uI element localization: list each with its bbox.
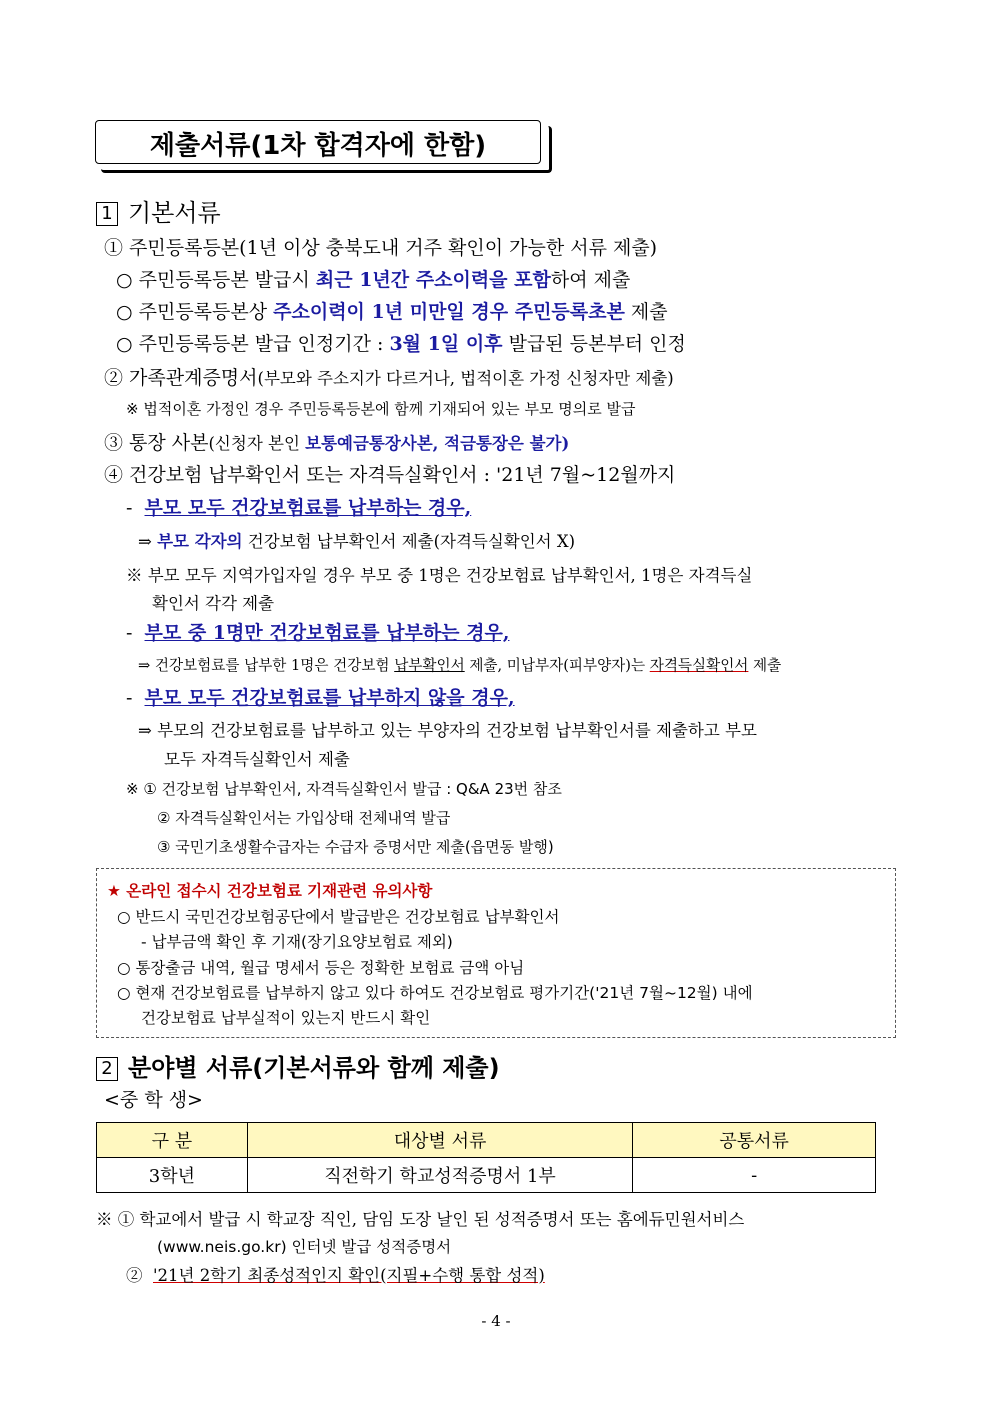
section-2-heading (96, 1048, 500, 1083)
case-1-detail: ⇒ 부모 각자의 건강보험 납부확인서 제출(자격득실확인서 X) (138, 532, 576, 551)
documents-table (96, 1122, 876, 1193)
item-1c-highlight: 3월 1일 이후 (389, 333, 503, 355)
section-1-heading (96, 193, 221, 228)
section-2-subheading: <중 학 생> (104, 1089, 203, 1111)
note-c: ③ 국민기초생활수급자는 수급자 증명서만 제출(읍면동 발행) (157, 838, 554, 856)
table-cell: 3학년 (97, 1158, 248, 1193)
section-2-number: 2 (96, 1057, 118, 1081)
case-2-detail: ⇒ 건강보험료를 납부한 1명은 건강보험 납부확인서 제출, 미납부자(피부양자)는 자격득실확인서 제출 (138, 657, 782, 674)
item-2: ② 가족관계증명서(부모와 주소지가 다르거나, 법적이혼 가정 신청자만 제출) (104, 367, 674, 389)
case-3-line-1: ⇒ 부모의 건강보험료를 납부하고 있는 부양자의 건강보험 납부확인서를 제출하고 부모 (138, 721, 757, 740)
section-2-note-1b: (www.neis.go.kr) 인터넷 발급 성적증명서 (157, 1238, 452, 1256)
item-4: ④ 건강보험 납부확인서 또는 자격득실확인서 : '21년 7월~12월까지 (104, 464, 676, 486)
section-2-note-1: ※ ① 학교에서 발급 시 학교장 직인, 담임 도장 날인 된 성적증명서 또는 홈에듀민원서비스 (96, 1210, 745, 1229)
item-1c: ○ 주민등록등본 발급 인정기간 : 3월 1일 이후 발급된 등본부터 인정 (116, 333, 686, 355)
case-1-note-line-2: 확인서 각각 제출 (152, 594, 275, 613)
table-row (97, 1158, 876, 1193)
table-header-cell: 대상별 서류 (247, 1123, 632, 1158)
table-cell: 직전학기 학교성적증명서 1부 (247, 1158, 632, 1193)
notice-line-5: 건강보험료 납부실적이 있는지 반드시 확인 (141, 1009, 431, 1027)
table-header-cell: 공통서류 (633, 1123, 876, 1158)
note-a: ※ ① 건강보험 납부확인서, 자격득실확인서 발급 : Q&A 23번 참조 (126, 780, 562, 798)
case-1-note-line-1: ※ 부모 모두 지역가입자일 경우 부모 중 1명은 건강보험료 납부확인서, 1명은 자격득실 (126, 566, 753, 585)
note-b: ② 자격득실확인서는 가입상태 전체내역 발급 (157, 809, 451, 827)
notice-line-3: ○ 통장출금 내역, 월급 명세서 등은 정확한 보험료 금액 아님 (117, 959, 525, 977)
notice-box (96, 868, 896, 1038)
notice-title: ★ 온라인 접수시 건강보험료 기재관련 유의사항 (107, 882, 433, 900)
item-3-highlight: 보통예금통장사본, 적금통장은 불가) (305, 434, 570, 453)
page-title: 제출서류(1차 합격자에 한함) (149, 131, 487, 161)
notice-line-2: - 납부금액 확인 후 기재(장기요양보험료 제외) (141, 933, 453, 951)
item-1b: ○ 주민등록등본상 주소이력이 1년 미만일 경우 주민등록초본 제출 (116, 301, 668, 323)
page-number: - 4 - (481, 1312, 511, 1330)
title-box (95, 120, 541, 164)
item-1: ① 주민등록등본(1년 이상 충북도내 거주 확인이 가능한 서류 제출) (104, 237, 658, 259)
item-1a: ○ 주민등록등본 발급시 최근 1년간 주소이력을 포함하여 제출 (116, 269, 631, 291)
section-1-title: 기본서류 (128, 199, 221, 227)
table-cell: - (633, 1158, 876, 1193)
item-1a-highlight: 최근 1년간 주소이력을 포함 (315, 269, 551, 291)
case-3-heading: - 부모 모두 건강보험료를 납부하지 않을 경우, (126, 687, 515, 709)
section-2-title: 분야별 서류(기본서류와 함께 제출) (128, 1054, 500, 1082)
case-1-heading: - 부모 모두 건강보험료를 납부하는 경우, (126, 497, 472, 519)
section-1-number: 1 (96, 202, 118, 226)
table-header-row (97, 1123, 876, 1158)
item-3: ③ 통장 사본(신청자 본인 보통예금통장사본, 적금통장은 불가) (104, 432, 570, 454)
case-3-line-2: 모두 자격득실확인서 제출 (164, 750, 350, 769)
notice-line-4: ○ 현재 건강보험료를 납부하지 않고 있다 하여도 건강보험료 평가기간('21년 7월~12월) 내에 (117, 984, 753, 1002)
section-2-note-2: ② '21년 2학기 최종성적인지 확인(지필+수행 통합 성적) (126, 1266, 545, 1285)
item-2-note: ※ 법적이혼 가정인 경우 주민등록등본에 함께 기재되어 있는 부모 명의로 발급 (126, 400, 636, 418)
item-1b-highlight: 주소이력이 1년 미만일 경우 주민등록초본 (273, 301, 625, 323)
case-2-heading: - 부모 중 1명만 건강보험료를 납부하는 경우, (126, 622, 510, 644)
case-1-highlight: 부모 각자의 (157, 532, 243, 551)
table-header-cell: 구 분 (97, 1123, 248, 1158)
notice-line-1: ○ 반드시 국민건강보험공단에서 발급받은 건강보험료 납부확인서 (117, 908, 560, 926)
